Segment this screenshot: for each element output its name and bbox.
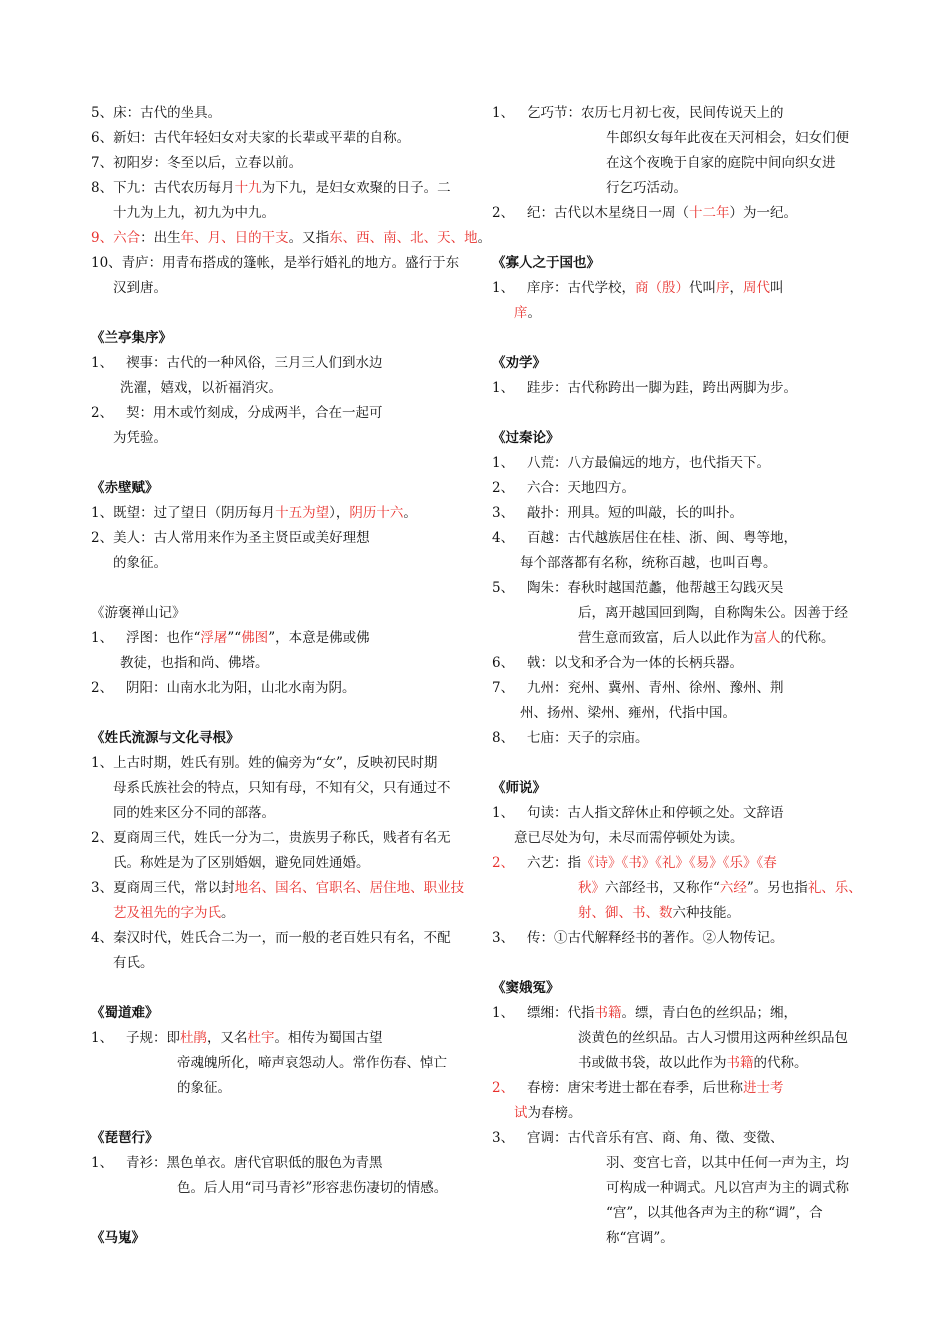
text-line [91,879,464,897]
text-segment: 5、床：古代的坐具。 [91,105,222,121]
text-segment: 《马嵬》 [91,1230,145,1246]
text-line [113,854,370,872]
text-segment: 可构成一种调式。凡以宫声为主的调式称 [606,1180,849,1196]
highlighted-text: 周代 [742,280,770,296]
text-line [492,454,770,472]
text-line [91,179,451,197]
text-line [113,804,275,822]
section-heading [91,1004,159,1022]
text-segment: 8、 七庙：天子的宗庙。 [492,730,649,746]
section-heading [91,729,240,747]
text-segment: 六种技能。 [672,905,740,921]
text-line [113,954,154,972]
text-line [91,829,451,847]
text-segment: 2、 阴阳：山南水北为阳，山北水南为阴。 [91,680,356,696]
section-heading [492,354,546,372]
text-segment: 1、 跬步：古代称跨出一脚为跬，跨出两脚为步。 [492,380,797,396]
highlighted-text: 《诗》《书》《礼》《易》《乐》《春 [580,855,777,871]
section-heading [492,979,560,997]
text-segment: 6、新妇：古代年轻妇女对夫家的长辈或平辈的自称。 [91,130,411,146]
text-segment: 每个部落都有名称，统称百越，也叫百粤。 [520,555,777,571]
text-segment: 意已尽处为句，未尽而需停顿处为读。 [514,830,744,846]
text-segment: ”。另也指 [746,880,808,896]
text-segment: 羽、变宫七音，以其中任何一声为主，均 [606,1155,849,1171]
text-segment: 。相传为蜀国古望 [274,1030,383,1046]
text-segment: ”，本意是佛或佛 [268,630,370,646]
text-line [113,904,235,922]
text-segment: 1、 子规：即 [91,1030,180,1046]
text-segment: 牛郎织女每年此夜在天河相会，妇女们便 [606,130,849,146]
text-segment: 2、 六合：天地四方。 [492,480,635,496]
text-line [91,679,355,697]
text-segment: ”“ [227,630,242,646]
text-segment: 春榜：唐宋考进士都在春季，后世称 [514,1080,743,1096]
text-line [91,404,382,422]
text-line [606,1154,849,1172]
text-segment: 汉到唐。 [113,280,167,296]
text-segment: 《过秦论》 [492,430,560,446]
text-segment: 。 [221,905,235,921]
text-segment: 为春榜。 [527,1105,582,1121]
text-segment: ）， [329,505,350,521]
text-segment: 。 [403,505,417,521]
highlighted-text: 礼、乐、 [807,880,862,896]
section-heading [492,254,600,272]
highlighted-text: 9、六合 [91,230,141,246]
text-line [113,204,275,222]
text-segment: 。又指 [288,230,330,246]
text-line [492,204,797,222]
highlighted-text: 阴历十六 [349,505,404,521]
text-segment: 代叫 [688,280,716,296]
highlighted-text: 射、御、书、数 [578,905,673,921]
text-line [514,304,541,322]
text-line [113,779,451,797]
text-line [492,1079,783,1097]
text-line [492,579,783,597]
text-segment: 为凭验。 [113,430,167,446]
text-segment: ）为一纪。 [729,205,797,221]
highlighted-text: 六经 [719,880,747,896]
text-segment: 书或做书袋，故以此作为 [578,1055,727,1071]
text-line [514,1104,582,1122]
text-segment: 《窦娥冤》 [492,980,560,996]
text-segment: 2、 契：用木或竹刻成，分成两半，合在一起可 [91,405,383,421]
text-segment: 1、 禊事：古代的一种风俗，三月三人们到水边 [91,355,383,371]
highlighted-text: 进士考 [742,1080,784,1096]
text-line [91,104,221,122]
text-segment: 《蜀道难》 [91,1005,159,1021]
text-segment: “宫”，以其他各声为主的称“调”，合 [606,1205,823,1221]
highlighted-text: 佛图 [241,630,269,646]
text-segment: 叫 [769,280,784,296]
text-segment: 淡黄色的丝织品。古人习惯用这两种丝织品包 [578,1030,848,1046]
text-segment: 5、 陶朱：春秋时越国范蠡，他帮越王勾践灭吴 [492,580,784,596]
text-line [514,829,744,847]
text-segment: 行乞巧活动。 [606,180,687,196]
text-segment: 《琵琶行》 [91,1130,159,1146]
highlighted-text: 浮屠 [200,630,228,646]
text-line [120,654,269,672]
text-segment: 后，离开越国回到陶，自称陶朱公。因善于经 [578,605,848,621]
text-segment: 3、夏商周三代，常以封 [91,880,235,896]
text-line [91,129,410,147]
highlighted-text: 试 [514,1105,528,1121]
text-segment: 《赤壁赋》 [91,480,159,496]
text-line [91,154,302,172]
text-line [578,1054,808,1072]
text-line [91,754,437,772]
text-segment: 《劝学》 [492,355,546,371]
text-segment: 3、 传：①古代解释经书的著作。②人物传记。 [492,930,784,946]
text-segment: 的象征。 [113,555,167,571]
section-heading [492,429,560,447]
text-segment: 的代称。 [753,1055,808,1071]
text-line [177,1079,231,1097]
text-segment: 1、 八荒：八方最偏远的地方，也代指天下。 [492,455,770,471]
text-segment: ：出生 [140,230,181,246]
text-line [492,1129,783,1147]
text-segment: 3、 敲扑：刑具。短的叫敲，长的叫扑。 [492,505,743,521]
text-line [177,1179,447,1197]
text-line [578,604,848,622]
text-line [492,104,783,122]
highlighted-text: 书籍 [726,1055,754,1071]
text-line [91,1029,382,1047]
text-segment: 10、青庐：用青布搭成的篷帐，是举行婚礼的地方。盛行于东 [91,255,460,271]
text-segment: 《兰亭集序》 [91,330,172,346]
text-line [91,629,370,647]
text-segment: 的象征。 [177,1080,231,1096]
section-heading [91,604,186,622]
highlighted-text: 地名、国名、官职名、居住地、职业技 [234,880,465,896]
text-segment: 1、 庠序：古代学校， [492,280,635,296]
text-line [606,129,849,147]
text-line [492,279,783,297]
highlighted-text: 庠 [514,305,528,321]
text-line [492,529,797,547]
text-line [492,929,783,947]
text-line [492,804,783,822]
text-line [578,879,862,897]
highlighted-text: 艺及祖先的字为氏 [113,905,221,921]
text-line [91,504,417,522]
text-segment: 州、扬州、梁州、雍州，代指中国。 [520,705,736,721]
text-line [120,379,282,397]
text-line [492,729,648,747]
text-line [113,554,167,572]
highlighted-text: 十五为望 [275,505,330,521]
text-line [113,429,167,447]
text-segment: 母系氏族社会的特点，只知有母，不知有父，只有通过不 [113,780,451,796]
text-segment: ，又名 [206,1030,248,1046]
text-segment: 《师说》 [492,780,546,796]
text-segment: 2、美人：古人常用来作为圣主贤臣或美好理想 [91,530,370,546]
text-segment: 。缥，青白色的丝织品；缃， [621,1005,797,1021]
text-segment: 同的姓来区分不同的部落。 [113,805,275,821]
text-line [578,904,740,922]
text-segment: 3、 宫调：古代音乐有宫、商、角、徵、变徵、 [492,1130,784,1146]
text-line [578,629,835,647]
text-segment: 教徒，也指和尚、佛塔。 [120,655,269,671]
text-segment: 4、秦汉时代，姓氏合二为一，而一般的老百姓只有名，不配 [91,930,451,946]
text-segment: 6、 戟：以戈和矛合为一体的长柄兵器。 [492,655,743,671]
section-heading [492,779,546,797]
highlighted-text: 十二年 [688,205,730,221]
text-line [492,379,797,397]
text-line [91,229,491,247]
text-segment: 1、 缥缃：代指 [492,1005,595,1021]
text-segment: 有氏。 [113,955,154,971]
text-segment: 六艺：指 [514,855,581,871]
text-segment: 称“宫调”。 [606,1230,674,1246]
section-heading [91,329,172,347]
text-segment: 8、下九：古代农历每月 [91,180,235,196]
text-segment: 为下九，是妇女欢聚的日子。二 [261,180,451,196]
text-segment: 4、 百越：古代越族居住在桂、浙、闽、粤等地， [492,530,797,546]
text-line [606,179,687,197]
text-segment: 十九为上九，初九为中九。 [113,205,275,221]
text-line [91,529,370,547]
text-line [606,1204,823,1222]
highlighted-text: 十九 [234,180,262,196]
text-line [91,254,459,272]
highlighted-text: 2、 [492,1080,515,1096]
highlighted-text: 秋》 [578,880,605,896]
text-segment: 1、 乞巧节：农历七月初七夜，民间传说天上的 [492,105,784,121]
text-segment: 帝魂魄所化，啼声哀怨动人。常作伤春、悼亡 [177,1055,447,1071]
section-heading [91,1229,145,1247]
text-line [520,554,777,572]
text-line [606,1179,849,1197]
highlighted-text: 2、 [492,855,515,871]
highlighted-text: 年、月、日的干支 [180,230,289,246]
text-line [492,654,743,672]
text-segment: 在这个夜晚于自家的庭院中间向织女进 [606,155,836,171]
text-segment: 氏。称姓是为了区别婚姻，避免同姓通婚。 [113,855,370,871]
text-line [91,929,451,947]
text-line [492,854,777,872]
text-segment: 1、 青衫：黑色单衣。唐代官职低的服色为青黑 [91,1155,383,1171]
text-line [91,354,382,372]
text-segment: 《寡人之于国也》 [492,255,600,271]
text-segment: 的代称。 [780,630,835,646]
section-heading [91,479,159,497]
text-line [492,1004,797,1022]
text-line [606,1229,674,1247]
highlighted-text: 书籍 [594,1005,622,1021]
text-segment: 《游褒禅山记》 [91,605,186,621]
text-segment: ， [729,280,743,296]
text-line [113,279,167,297]
text-line [520,704,736,722]
highlighted-text: 序 [715,280,730,296]
text-line [606,154,836,172]
text-line [492,479,635,497]
text-line [91,1154,382,1172]
text-line [492,679,783,697]
text-line [578,1029,848,1047]
text-segment: 。 [527,305,541,321]
section-heading [91,1129,159,1147]
text-segment: 。 [477,230,492,246]
highlighted-text: 杜宇 [247,1030,275,1046]
text-segment: 7、初阳岁：冬至以后，立春以前。 [91,155,303,171]
highlighted-text: 东、西、南、北、天、地 [329,230,478,246]
text-segment: 2、夏商周三代，姓氏一分为二，贵族男子称氏，贱者有名无 [91,830,451,846]
text-segment: 六部经书，又称作“ [605,880,720,896]
text-segment: 2、 纪：古代以木星绕日一周（ [492,205,689,221]
text-segment: 色。后人用“司马青衫”形容悲伤凄切的情感。 [177,1180,448,1196]
highlighted-text: 商（殷） [634,280,689,296]
highlighted-text: 杜鹃 [179,1030,207,1046]
text-segment: 营生意而致富，后人以此作为 [578,630,754,646]
text-segment: 1、 浮图：也作“ [91,630,201,646]
text-segment: 洗濯，嬉戏，以祈福消灾。 [120,380,282,396]
text-segment: 《姓氏流源与文化寻根》 [91,730,240,746]
text-segment: 1、 句读：古人指文辞休止和停顿之处。文辞语 [492,805,784,821]
text-segment: 1、上古时期，姓氏有别。姓的偏旁为“女”，反映初民时期 [91,755,438,771]
text-line [492,504,743,522]
highlighted-text: 富人 [753,630,781,646]
text-line [177,1054,447,1072]
text-segment: 7、 九州：兖州、冀州、青州、徐州、豫州、荆 [492,680,784,696]
text-segment: 1、既望：过了望日（阴历每月 [91,505,276,521]
